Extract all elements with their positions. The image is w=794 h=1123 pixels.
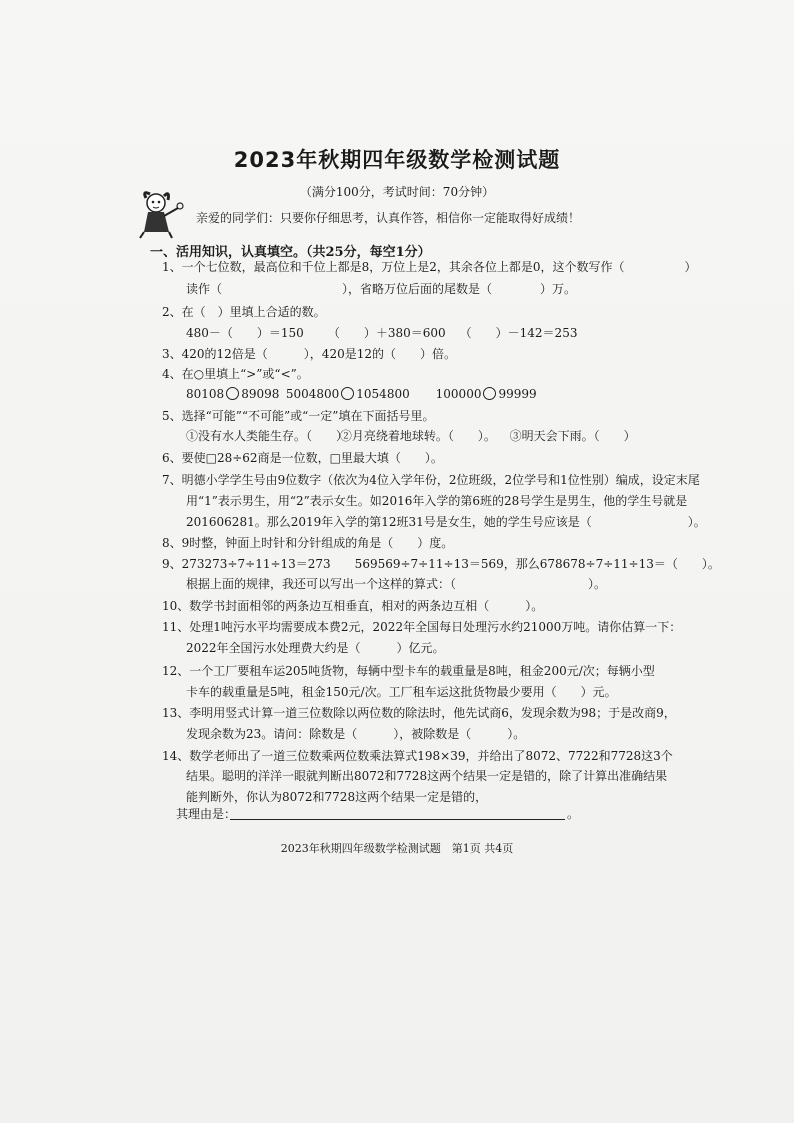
question-5-item: ③明天会下雨。（ ）	[509, 429, 636, 443]
compare-item	[186, 386, 282, 402]
compare-right: 99999	[498, 387, 537, 401]
question-11-line-b: 2022年全国污水处理费大约是（ ）亿元。	[186, 641, 445, 655]
question-13-line-b: 发现余数为23。请问：除数是（ ），被除数是（ ）。	[186, 727, 526, 741]
question-14-line-b: 结果。聪明的洋洋一眼就判断出8072和7728这两个结果一定是错的，除了计算出准确结果	[186, 769, 668, 783]
page-subtitle: （满分100分，考试时间：70分钟）	[299, 185, 495, 199]
question-5-prompt: 5、选择“可能”“不可能”或“一定”填在下面括号里。	[162, 409, 435, 423]
question-7-line-c: 201606281。那么2019年入学的第12班31号是女生，她的学生号应该是（ ）。	[186, 515, 706, 529]
compare-item	[436, 386, 537, 402]
compare-right: 89098	[241, 387, 280, 401]
question-4-row	[186, 386, 537, 402]
question-5-item: ②月亮绕着地球转。（ ）。	[339, 429, 496, 443]
mascot-girl-icon	[136, 188, 188, 240]
question-12-line-a: 12、一个工厂要租车运205吨货物，每辆中型卡车的载重量是8吨，租金200元/次；每辆小型	[162, 664, 655, 678]
compare-item	[286, 386, 432, 402]
question-9-line-b: 根据上面的规律，我还可以写出一个这样的算式：（ ）。	[186, 577, 607, 591]
question-5-row	[186, 428, 636, 444]
question-7-line-a: 7、明德小学学生号由9位数字（依次为4位入学年份，2位班级，2位学号和1位性别）编成，设定末尾	[162, 473, 700, 487]
question-5-item: ①没有水人类能生存。（ ）	[186, 429, 349, 443]
compare-circle-icon[interactable]	[341, 387, 354, 400]
question-2-item: 480－（ ）＝150	[186, 326, 304, 340]
page-title: 2023年秋期四年级数学检测试题	[233, 148, 561, 172]
question-2-item: （ ）－142＝253	[459, 326, 578, 340]
question-13-line-a: 13、李明用竖式计算一道三位数除以两位数的除法时，他先试商6，发现余数为98；于是改商9，	[162, 706, 676, 720]
question-1-line-b: 读作（ ），省略万位后面的尾数是（ ）万。	[186, 282, 577, 296]
compare-right: 1054800	[356, 387, 410, 401]
reason-answer-line[interactable]	[230, 819, 565, 820]
page-footer: 2023年秋期四年级数学检测试题 第1页 共4页	[280, 842, 514, 855]
question-3: 3、420的12倍是（ ），420是12的（ ）倍。	[162, 347, 456, 361]
compare-left: 5004800	[285, 387, 340, 401]
question-9-line-a: 9、273273÷7÷11÷13＝273 569569÷7÷11÷13＝569，那么678678÷7÷11÷13＝（ ）。	[162, 557, 720, 571]
question-12-line-b: 卡车的载重量是5吨，租金150元/次。工厂租车运这批货物最少要用（ ）元。	[186, 685, 617, 699]
question-7-line-b: 用“1”表示男生，用“2”表示女生。如2016年入学的第6班的28号学生是男生，他的学生号就是	[186, 494, 688, 508]
section-heading: 一、活用知识，认真填空。（共25分，每空1分）	[150, 245, 431, 260]
compare-left: 80108	[186, 387, 225, 401]
question-11-line-a: 11、处理1吨污水平均需要成本费2元，2022年全国每日处理污水约21000万吨。请你估算一下：	[162, 620, 682, 634]
question-1-line-a: 1、一个七位数，最高位和千位上都是8，万位上是2，其余各位上都是0，这个数写作（ ）	[162, 260, 697, 274]
question-6: 6、要使□28÷62商是一位数，□里最大填（ ）。	[162, 451, 443, 465]
question-2-item: （ ）＋380＝600	[327, 326, 446, 340]
question-14-line-a: 14、数学老师出了一道三位数乘两位数乘法算式198×39，并给出了8072、7722和7728这3个	[162, 749, 673, 763]
question-2-row	[186, 325, 577, 341]
reason-label: 其理由是：	[176, 807, 237, 821]
question-4-prompt: 4、在○里填上“>”或“<”。	[162, 367, 309, 381]
greeting-text: 亲爱的同学们：只要你仔细思考，认真作答，相信你一定能取得好成绩！	[196, 211, 581, 225]
question-14-line-c: 能判断外，你认为8072和7728这两个结果一定是错的，	[186, 790, 488, 804]
question-2-prompt: 2、在（ ）里填上合适的数。	[162, 305, 326, 319]
question-10: 10、数学书封面相邻的两条边互相垂直，相对的两条边互相（ ）。	[162, 599, 544, 613]
compare-circle-icon[interactable]	[226, 387, 239, 400]
reason-end: 。	[567, 807, 580, 821]
compare-left: 100000	[435, 387, 482, 401]
question-8: 8、9时整，钟面上时针和分针组成的角是（ ）度。	[162, 536, 454, 550]
compare-circle-icon[interactable]	[483, 387, 496, 400]
